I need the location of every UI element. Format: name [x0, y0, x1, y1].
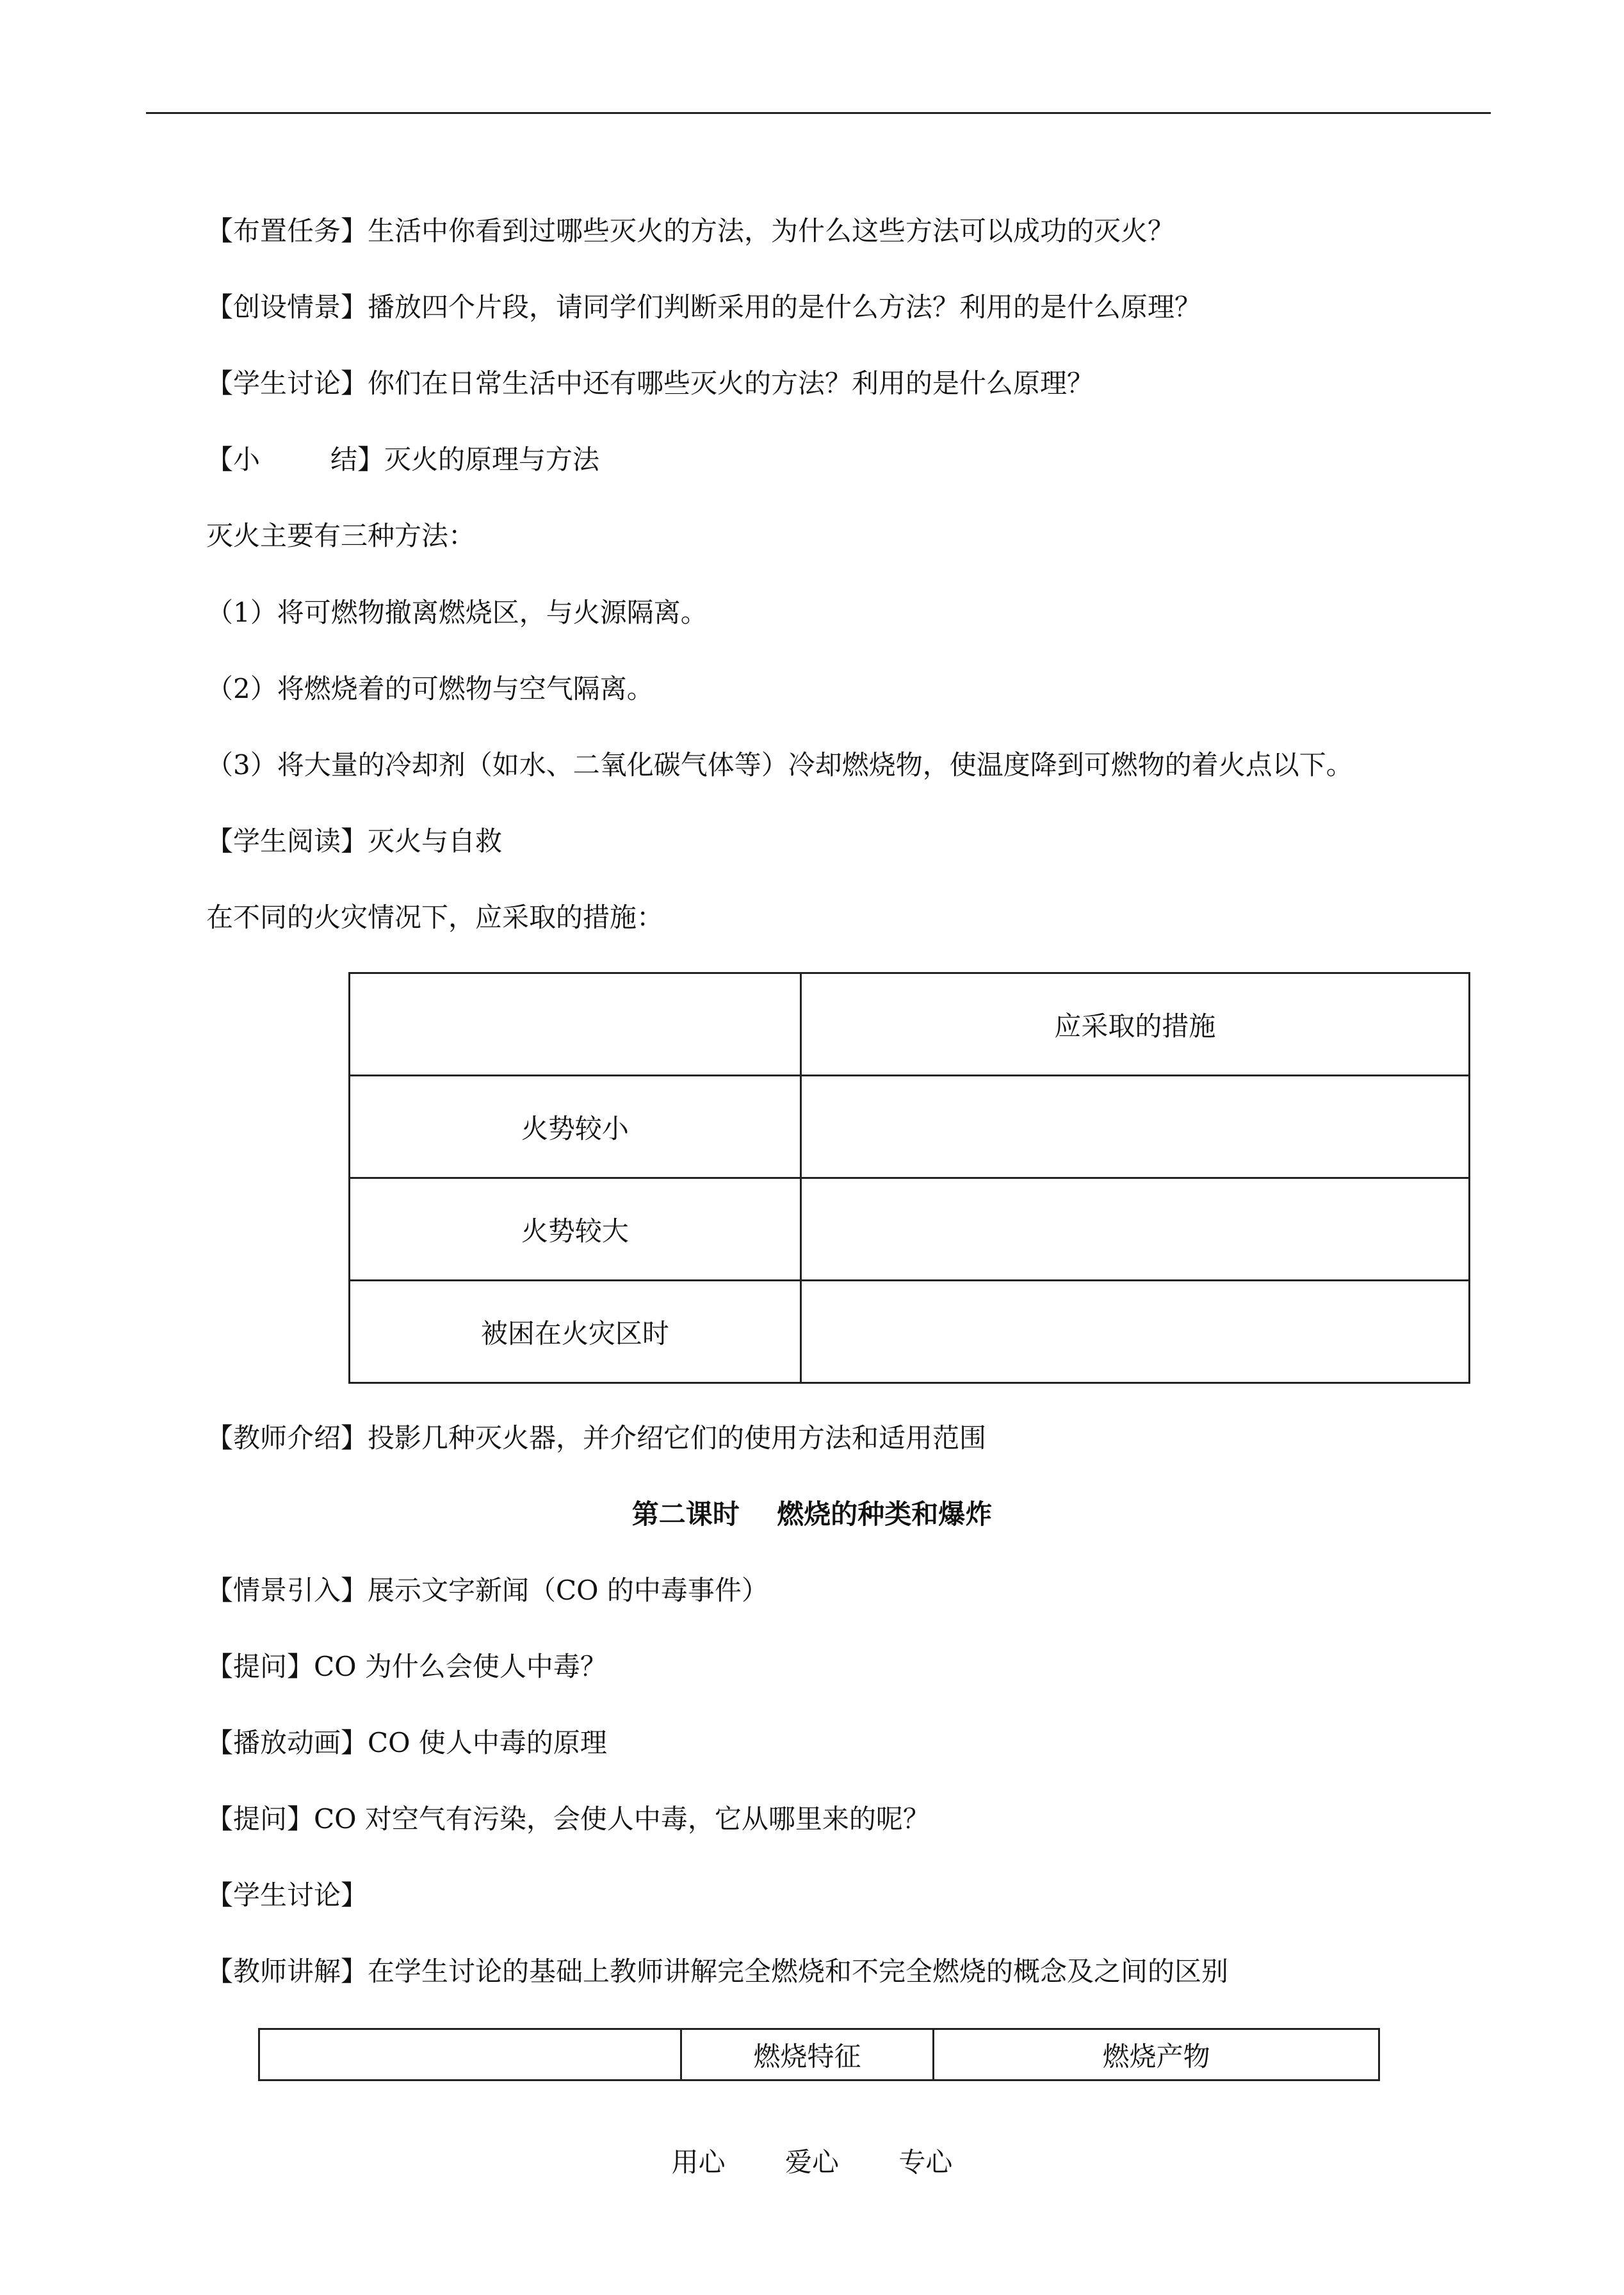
paragraph-student-reading: 【学生阅读】灭火与自救 — [206, 825, 503, 857]
table-cell: 火势较小 — [350, 1076, 801, 1178]
summary-tag-open: 【小 — [206, 444, 261, 475]
paragraph-method-3: （3）将大量的冷却剂（如水、二氧化碳气体等）冷却燃烧物，使温度降到可燃物的着火点以下。 — [206, 749, 1353, 781]
paragraph-create-scenario: 【创设情景】播放四个片段，请同学们判断采用的是什么方法？利用的是什么原理？ — [206, 291, 1202, 323]
table-cell — [800, 1076, 1469, 1178]
paragraph-question-2: 【提问】CO 对空气有污染，会使人中毒，它从哪里来的呢？ — [206, 1803, 930, 1835]
table-header-cell: 燃烧特征 — [681, 2029, 933, 2080]
footer-text: 爱心 — [784, 2146, 839, 2178]
paragraph-teacher-intro: 【教师介绍】投影几种灭火器，并介绍它们的使用方法和适用范围 — [206, 1422, 987, 1454]
footer-text: 专心 — [898, 2146, 953, 2178]
footer-text: 用心 — [671, 2146, 726, 2178]
paragraph-assign-task: 【布置任务】生活中你看到过哪些灭火的方法，为什么这些方法可以成功的灭火？ — [206, 215, 1175, 247]
table-cell: 火势较大 — [350, 1178, 801, 1281]
paragraph-student-discussion: 【学生讨论】你们在日常生活中还有哪些灭火的方法？利用的是什么原理？ — [206, 368, 1094, 399]
paragraph-teacher-explanation: 【教师讲解】在学生讨论的基础上教师讲解完全燃烧和不完全燃烧的概念及之间的区别 — [206, 1956, 1229, 1987]
table-row — [350, 1281, 1470, 1383]
table-header-row — [259, 2029, 1379, 2080]
header-rule — [146, 112, 1491, 114]
section-subheading: 第二课时 燃烧的种类和爆炸 — [631, 1498, 993, 1530]
table-cell — [800, 1281, 1469, 1383]
table-row — [350, 1076, 1470, 1178]
table-cell: 被困在火灾区时 — [350, 1281, 801, 1383]
paragraph-student-discussion-2: 【学生讨论】 — [206, 1879, 368, 1911]
paragraph-methods-intro: 灭火主要有三种方法： — [206, 520, 476, 551]
summary-tag-close: 结】灭火的原理与方法 — [330, 444, 600, 475]
table-header-cell: 应采取的措施 — [800, 973, 1469, 1076]
paragraph-scenario-intro: 【情景引入】展示文字新闻（CO 的中毒事件） — [206, 1575, 768, 1606]
paragraph-summary — [206, 444, 599, 476]
table-cell — [259, 2029, 681, 2080]
table-cell — [350, 973, 801, 1076]
table-header-row — [350, 973, 1470, 1076]
paragraph-method-2: （2）将燃烧着的可燃物与空气隔离。 — [206, 673, 654, 704]
table-header-cell: 燃烧产物 — [934, 2029, 1379, 2080]
fire-measures-table — [348, 972, 1470, 1384]
paragraph-table-intro: 在不同的火灾情况下，应采取的措施： — [206, 902, 664, 933]
page-footer — [0, 2146, 1624, 2178]
table-row — [350, 1178, 1470, 1281]
table-cell — [800, 1178, 1469, 1281]
combustion-table — [258, 2028, 1380, 2081]
paragraph-method-1: （1）将可燃物撤离燃烧区，与火源隔离。 — [206, 597, 708, 628]
paragraph-question-1: 【提问】CO 为什么会使人中毒？ — [206, 1651, 607, 1682]
paragraph-play-animation: 【播放动画】CO 使人中毒的原理 — [206, 1727, 607, 1758]
